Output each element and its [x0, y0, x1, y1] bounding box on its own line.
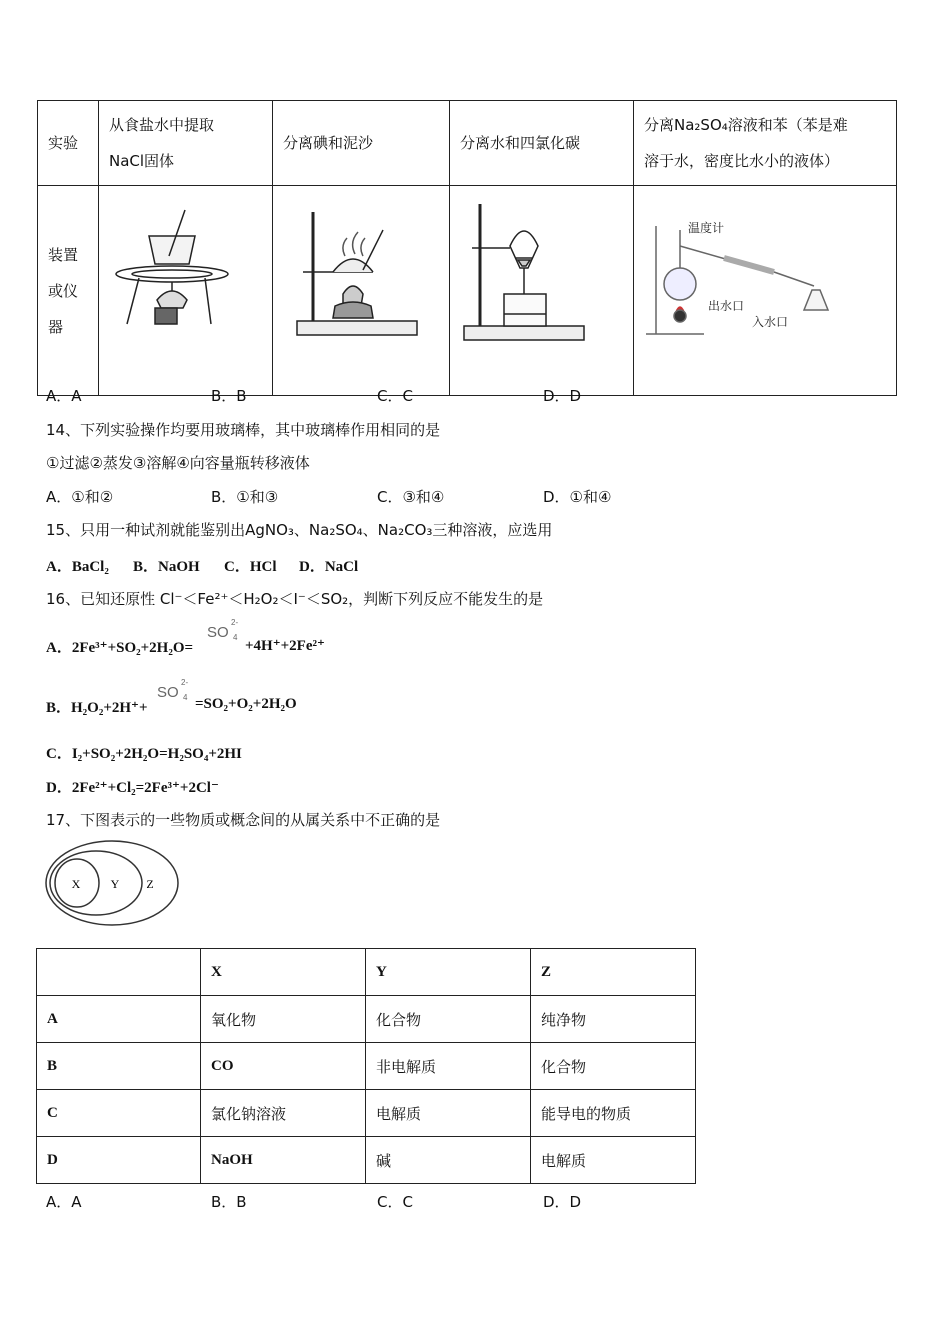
water-out-label: 出水口: [708, 299, 745, 313]
venn-x-label: X: [71, 877, 81, 891]
evaporation-dish-icon: [99, 186, 272, 382]
classification-table: [36, 948, 696, 1184]
venn-y-label: Y: [110, 877, 120, 891]
q16-option-c[interactable]: C．I₂+SO₂+2H₂O=H₂SO₄+2HI: [46, 746, 242, 762]
q14-option-b[interactable]: B．①和③: [211, 488, 279, 506]
venn-diagram: [44, 836, 184, 928]
sulfate-ion-a: SO 2- 4: [207, 618, 239, 642]
q14-items: ①过滤②蒸发③溶解④向容量瓶转移液体: [46, 454, 310, 472]
sublimation-icon: [273, 186, 449, 382]
q15-option-b[interactable]: B．NaOH: [133, 559, 200, 575]
cell-nacl: 从食盐水中提取 NaCl固体: [99, 101, 273, 186]
venn-z-label: Z: [146, 877, 154, 891]
sublimation-apparatus: [273, 186, 450, 396]
q17-option-b[interactable]: B．B: [211, 1193, 247, 1211]
distillation-apparatus: [634, 186, 897, 396]
q16-option-b-tail: =SO₂+O₂+2H₂O: [195, 696, 297, 712]
q13-option-a[interactable]: A．A: [46, 387, 82, 405]
q17-option-a[interactable]: A．A: [46, 1193, 82, 1211]
q13-option-b[interactable]: B．B: [211, 387, 247, 405]
q16-stem: 16、已知还原性 Cl⁻＜Fe²⁺＜H₂O₂＜I⁻＜SO₂，判断下列反应不能发生的是: [46, 590, 544, 608]
q16-option-a[interactable]: A．2Fe³⁺+SO₂+2H₂O=: [46, 640, 194, 656]
experiment-table: [37, 100, 897, 396]
table-row: C 氯化钠溶液 电解质 能导电的物质: [37, 1090, 696, 1137]
q14-option-d[interactable]: D．①和④: [543, 488, 612, 506]
table-row: D NaOH 碱 电解质: [37, 1137, 696, 1184]
q14-option-a[interactable]: A．①和②: [46, 488, 114, 506]
q17-option-d[interactable]: D．D: [543, 1193, 582, 1211]
q16-option-b[interactable]: B．H₂O₂+2H⁺+: [46, 700, 148, 716]
cell-benzene: 分离Na₂SO₄溶液和苯（苯是难 溶于水，密度比水小的液体）: [634, 101, 897, 186]
q17-option-c[interactable]: C．C: [377, 1193, 413, 1211]
q15-option-d[interactable]: D．NaCl: [299, 559, 359, 575]
thermometer-label: 温度计: [688, 221, 725, 235]
table-row: A 氧化物 化合物 纯净物: [37, 996, 696, 1043]
cell-apparatus-label: 装置 或仪 器: [38, 186, 99, 396]
separatory-funnel-icon: [450, 186, 633, 382]
q15-option-a[interactable]: A．BaCl₂: [46, 559, 109, 575]
q16-option-a-tail: +4H⁺+2Fe²⁺: [245, 638, 325, 654]
evaporation-apparatus: [99, 186, 273, 396]
cell-iodine: 分离碘和泥沙: [273, 101, 450, 186]
q17-stem: 17、下图表示的一些物质或概念间的从属关系中不正确的是: [46, 811, 441, 829]
cell-header-label: 实验: [38, 101, 99, 186]
table-row: X Y Z: [37, 949, 696, 996]
separatory-funnel-apparatus: [450, 186, 634, 396]
distillation-icon: [634, 186, 896, 382]
table-row: B CO 非电解质 化合物: [37, 1043, 696, 1090]
q14-stem: 14、下列实验操作均要用玻璃棒，其中玻璃棒作用相同的是: [46, 421, 441, 439]
q14-option-c[interactable]: C．③和④: [377, 488, 445, 506]
q15-option-c[interactable]: C．HCl: [224, 559, 277, 575]
q15-stem: 15、只用一种试剂就能鉴别出AgNO₃、Na₂SO₄、Na₂CO₃三种溶液，应选用: [46, 521, 553, 539]
water-in-label: 入水口: [752, 315, 789, 329]
cell-ccl4: 分离水和四氯化碳: [450, 101, 634, 186]
q16-option-d[interactable]: D．2Fe²⁺+Cl₂=2Fe³⁺+2Cl⁻: [46, 780, 219, 796]
sulfate-ion-b: SO 2- 4: [157, 678, 189, 702]
q13-option-d[interactable]: D．D: [543, 387, 582, 405]
q13-option-c[interactable]: C．C: [377, 387, 413, 405]
